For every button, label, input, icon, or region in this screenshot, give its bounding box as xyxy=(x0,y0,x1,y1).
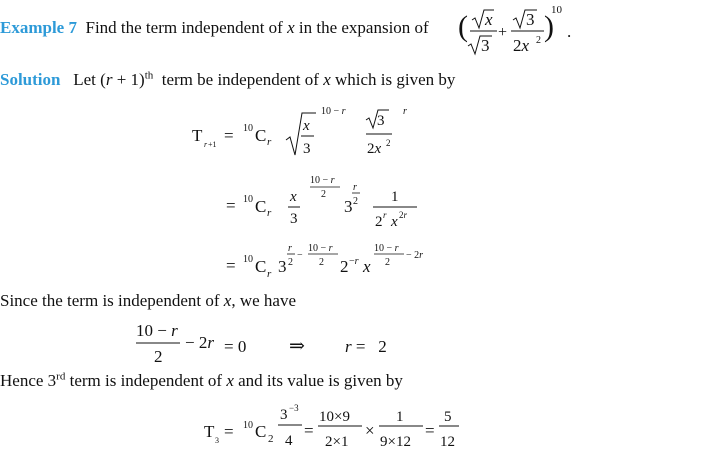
svg-text:.: . xyxy=(567,22,572,41)
svg-text:3: 3 xyxy=(377,113,385,129)
svg-text:C: C xyxy=(255,257,267,276)
svg-text:x: x xyxy=(391,214,398,230)
svg-text:1: 1 xyxy=(391,189,399,205)
svg-text:r: r xyxy=(267,136,272,148)
svg-text:r: r xyxy=(267,207,272,219)
svg-text:3: 3 xyxy=(526,10,535,29)
svg-text:10: 10 xyxy=(243,194,253,205)
svg-text:2×1: 2×1 xyxy=(325,434,349,450)
svg-text:T: T xyxy=(204,422,215,441)
svg-text:r: r xyxy=(267,268,272,280)
since-statement: Since the term is independent of x, we have xyxy=(0,291,296,310)
svg-text:=: = xyxy=(304,421,314,440)
svg-text:r: r xyxy=(288,243,292,254)
svg-text:=: = xyxy=(224,422,234,441)
svg-text:10: 10 xyxy=(243,123,253,134)
svg-text:=: = xyxy=(226,256,236,275)
svg-text:2: 2 xyxy=(268,433,274,445)
svg-text:−r: −r xyxy=(349,256,359,267)
svg-text:10: 10 xyxy=(243,254,253,265)
svg-text:⇒: ⇒ xyxy=(289,336,305,357)
svg-text:3: 3 xyxy=(278,257,287,276)
svg-text:− 2r: − 2r xyxy=(185,333,214,352)
svg-text:r: r xyxy=(204,140,208,149)
svg-text:3: 3 xyxy=(344,197,353,216)
svg-text:=: = xyxy=(226,196,236,215)
svg-text:3: 3 xyxy=(280,407,288,423)
solution-label: Solution xyxy=(0,70,61,89)
svg-text:3: 3 xyxy=(215,436,219,445)
svg-text:− 2r: − 2r xyxy=(406,250,424,261)
svg-text:1: 1 xyxy=(396,409,404,425)
svg-text:10 − r: 10 − r xyxy=(374,243,399,254)
svg-text:2: 2 xyxy=(385,257,390,268)
svg-text:10: 10 xyxy=(243,420,253,431)
svg-text:5: 5 xyxy=(444,409,452,425)
equation-line-2 xyxy=(226,175,417,230)
svg-text:2: 2 xyxy=(340,257,349,276)
svg-text:10 − r: 10 − r xyxy=(308,243,333,254)
svg-text:r: r xyxy=(403,106,407,117)
svg-text:+1: +1 xyxy=(208,140,217,149)
svg-text:=: = xyxy=(224,126,234,145)
svg-text:2: 2 xyxy=(319,257,324,268)
svg-text:10 − r: 10 − r xyxy=(136,321,178,340)
svg-text:12: 12 xyxy=(440,434,455,450)
svg-text:−3: −3 xyxy=(289,403,299,413)
svg-text:2: 2 xyxy=(321,189,326,200)
svg-text:2r: 2r xyxy=(399,210,408,220)
condition-equation xyxy=(136,321,387,366)
svg-text:2x: 2x xyxy=(513,36,530,55)
svg-text:+: + xyxy=(498,24,508,41)
t3-equation xyxy=(204,403,459,450)
svg-text:x: x xyxy=(363,257,371,276)
hence-statement: Hence 3rd term is independent of x and its value is given by xyxy=(0,370,403,390)
solution-statement: Let $(r + 1)^{th}$ term be independent of x which is given by xyxy=(64,69,456,89)
svg-text:2x: 2x xyxy=(367,141,382,157)
svg-text:r: r xyxy=(353,182,357,193)
example-statement: Find the term independent of x in the expansion of xyxy=(81,18,429,37)
svg-text:×: × xyxy=(365,421,375,440)
svg-text:2: 2 xyxy=(353,196,358,207)
svg-text:3: 3 xyxy=(481,36,490,55)
svg-text:2: 2 xyxy=(536,35,541,46)
equation-line-3 xyxy=(226,243,423,280)
svg-text:10 − r: 10 − r xyxy=(310,175,335,186)
svg-text:2: 2 xyxy=(386,138,391,148)
svg-text:10: 10 xyxy=(551,4,562,16)
svg-text:10×9: 10×9 xyxy=(319,409,350,425)
equation-line-1 xyxy=(192,106,407,157)
svg-text:2: 2 xyxy=(154,347,163,366)
example-label: Example 7 xyxy=(0,18,77,37)
svg-text:x: x xyxy=(485,10,493,29)
svg-text:9×12: 9×12 xyxy=(380,434,411,450)
svg-text:10 − r: 10 − r xyxy=(321,106,346,117)
svg-text:−: − xyxy=(297,250,303,261)
expansion-expression xyxy=(458,4,571,55)
svg-text:r = 2: r = 2 xyxy=(345,337,387,356)
svg-text:C: C xyxy=(255,422,267,441)
svg-text:(: ( xyxy=(458,10,468,43)
svg-text:x: x xyxy=(303,118,310,134)
svg-text:): ) xyxy=(544,10,554,43)
svg-text:C: C xyxy=(255,126,267,145)
svg-text:T: T xyxy=(192,126,203,145)
svg-text:r: r xyxy=(383,210,387,220)
svg-text:C: C xyxy=(255,197,267,216)
svg-text:x: x xyxy=(290,189,297,205)
svg-text:=: = xyxy=(425,421,435,440)
svg-text:= 0: = 0 xyxy=(224,337,247,356)
svg-text:4: 4 xyxy=(285,433,293,449)
svg-text:2: 2 xyxy=(288,257,293,268)
svg-text:3: 3 xyxy=(303,141,311,157)
svg-text:3: 3 xyxy=(290,211,298,227)
svg-text:2: 2 xyxy=(375,214,383,230)
